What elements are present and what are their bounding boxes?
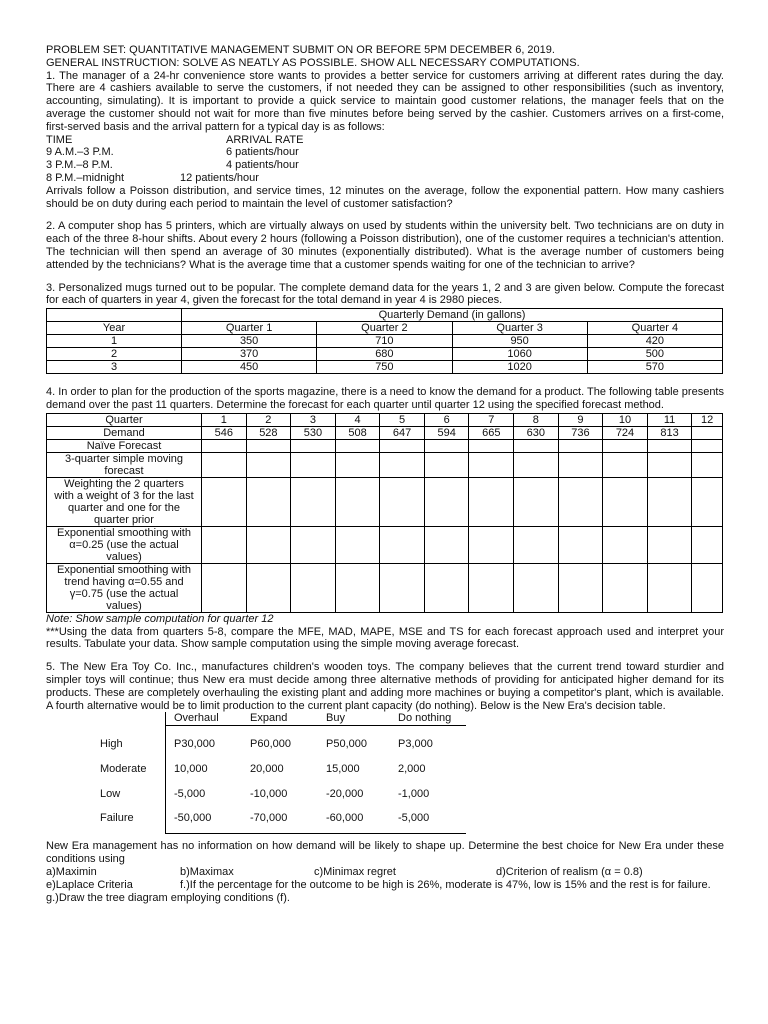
table-row — [47, 348, 723, 361]
table-row — [47, 526, 723, 563]
table-cell: 530 — [291, 426, 336, 439]
table-cell: 570 — [587, 361, 722, 374]
q5-options — [46, 866, 724, 904]
q5-col-overhaul: Overhaul — [174, 712, 219, 725]
table-cell: 508 — [335, 426, 380, 439]
table-row — [47, 413, 723, 426]
table-row — [47, 439, 723, 452]
table-cell: 813 — [647, 426, 692, 439]
table-cell: 680 — [317, 348, 452, 361]
table-cell: 2 — [47, 348, 182, 361]
q5-col-expand: Expand — [250, 712, 288, 725]
q4-method-label: 3-quarter simple moving forecast — [47, 452, 202, 477]
q1-rate: 4 patients/hour — [226, 159, 299, 172]
table-cell: 665 — [469, 426, 514, 439]
table-cell: 1060 — [452, 348, 587, 361]
header-line-2: GENERAL INSTRUCTION: SOLVE AS NEATLY AS POSSIBLE. SHOW ALL NECESSARY COMPUTATIONS. — [46, 56, 580, 69]
q1-rate: 6 patients/hour — [226, 146, 299, 159]
q4-method-label: Weighting the 2 quarters with a weight of 3 for the last quarter and one for the quarter prior — [47, 477, 202, 526]
table-cell: -60,000 — [326, 812, 364, 825]
table-cell: 11 — [647, 413, 692, 426]
table-cell: 647 — [380, 426, 425, 439]
q3-demand-table — [46, 308, 723, 374]
table-cell: 1 — [202, 413, 247, 426]
table-cell: 12 — [692, 413, 723, 426]
table-cell: -50,000 — [174, 812, 212, 825]
q1-arrival-header — [46, 134, 724, 147]
q1-time: 3 P.M.–8 P.M. — [46, 159, 113, 172]
table-cell: 15,000 — [326, 763, 360, 776]
q1-text: 1. The manager of a 24-hr convenience store wants to provides a better service for customers arriving at different rates during the day. There are 4 cashiers available to serve the customers, if not needed they can be assigned to other responsibilities (such as inventory, accounting, simulating). It is important to provide a quick service to maintain good customer relations, the manager feels that on the average the customer should not wait for more than five minutes before being served by the cashier. Customers arrives on a first-come, first-served basis and the arrival pattern for a typical day is as follows: — [46, 69, 724, 133]
q5-row-label: High — [100, 738, 123, 751]
table-cell: 2 — [246, 413, 291, 426]
q1-after: Arrivals follow a Poisson distribution, and service times, 12 minutes on the average, follow the exponential pattern. How many cashiers should be on duty during each period to maintain the level of customer satisfaction? — [46, 184, 724, 210]
table-cell: 3 — [47, 361, 182, 374]
table-header: Quarter 1 — [182, 322, 317, 335]
table-header: Year — [47, 322, 182, 335]
q1-time: 8 P.M.–midnight — [46, 171, 125, 184]
table-cell: 8 — [514, 413, 559, 426]
table-row — [47, 361, 723, 374]
table-header: Quarter 4 — [587, 322, 722, 335]
table-header: Quarter 2 — [317, 322, 452, 335]
q1-time: 9 A.M.–3 P.M. — [46, 146, 114, 159]
table-cell: 350 — [182, 335, 317, 348]
table-cell: 4 — [335, 413, 380, 426]
q5-option-g: g.)Draw the tree diagram employing conditions (f). — [46, 891, 290, 904]
table-cell: -1,000 — [398, 788, 430, 801]
table-cell: -20,000 — [326, 788, 364, 801]
table-cell: P50,000 — [326, 738, 367, 751]
table-cell: 594 — [424, 426, 469, 439]
q5-row-label: Low — [100, 788, 121, 801]
table-header: Quarter 3 — [452, 322, 587, 335]
table-row — [47, 477, 723, 526]
table-cell: 420 — [587, 335, 722, 348]
table-cell: 1020 — [452, 361, 587, 374]
table-cell: 10 — [603, 413, 648, 426]
table-cell: 20,000 — [250, 763, 284, 776]
q5-text: 5. The New Era Toy Co. Inc., manufactures children's wooden toys. The company believes that the current trend toward sturdier and simpler toys will continue; thus New era must decide among three alternative methods of providing for anticipated higher demand for its products. These are completely overhauling the existing plant and adding more machines or buying a competitor's plant, which is available. A fourth alternative would be to limit production to the current plant capacity (do nothing). Below is the New Era's decision table. — [46, 661, 724, 712]
q1-rate: 12 patients/hour — [180, 171, 259, 184]
table-cell: 710 — [317, 335, 452, 348]
table-cell: -5,000 — [398, 812, 430, 825]
q5-option-f: f.)If the percentage for the outcome to be high is 26%, moderate is 47%, low is 15% and the rest is for failure. — [180, 878, 711, 891]
table-cell: -10,000 — [250, 788, 288, 801]
q5-col-buy: Buy — [326, 712, 345, 725]
table-cell: 9 — [558, 413, 603, 426]
table-cell: 724 — [603, 426, 648, 439]
q5-row-label: Moderate — [100, 763, 147, 776]
table-cell: 736 — [558, 426, 603, 439]
q3-group-header: Quarterly Demand (in gallons) — [182, 309, 723, 322]
table-row — [47, 309, 723, 322]
q2-text: 2. A computer shop has 5 printers, which are virtually always on used by students within the university belt. Two technicians are on duty in each of the three 8-hour shifts. About every 2 hours (following a Poisson distribution), one of the customer requires a technician's attention. The technician will then spend an average of 30 minutes (exponentially distributed). What is the average number of customers being attended by the technicians? What is the average time that a customer spends waiting for one of the technician to arrive? — [46, 220, 724, 271]
table-cell: 500 — [587, 348, 722, 361]
table-cell: 6 — [424, 413, 469, 426]
table-cell: P3,000 — [398, 738, 433, 751]
table-cell: 750 — [317, 361, 452, 374]
table-row — [47, 452, 723, 477]
q4-method-label: Exponential smoothing with trend having α=0.55 and γ=0.75 (use the actual values) — [47, 563, 202, 612]
table-cell: -5,000 — [174, 788, 206, 801]
table-cell: 7 — [469, 413, 514, 426]
table-cell: 630 — [514, 426, 559, 439]
q1-arrival-row — [46, 172, 724, 185]
q4-forecast-table — [46, 413, 723, 613]
header-line-1: PROBLEM SET: QUANTITATIVE MANAGEMENT SUBMIT ON OR BEFORE 5PM DECEMBER 6, 2019. — [46, 44, 555, 56]
table-cell: 2,000 — [398, 763, 426, 776]
table-cell: P60,000 — [250, 738, 291, 751]
table-cell: P30,000 — [174, 738, 215, 751]
table-cell: 950 — [452, 335, 587, 348]
q5-col-do-nothing: Do nothing — [398, 712, 452, 725]
q4-method-label: Exponential smoothing with α=0.25 (use the actual values) — [47, 526, 202, 563]
table-row — [47, 335, 723, 348]
q4-text: 4. In order to plan for the production of the sports magazine, there is a need to know the demand for a product. The following table presents demand over the past 11 quarters. Determine the forecast for each quarter until quarter 12 using the specified forecast method. — [46, 386, 724, 411]
table-cell: 546 — [202, 426, 247, 439]
q5-row-label: Failure — [100, 812, 134, 825]
q5-after: New Era management has no information on how demand will be likely to shape up. Determine the best choice for New Era under these conditions using — [46, 840, 724, 866]
table-row — [47, 563, 723, 612]
table-row — [47, 426, 723, 439]
q5-option-a: a)Maximin — [46, 865, 97, 878]
q4-method-label: Naïve Forecast — [47, 439, 202, 452]
problem-set-page — [46, 44, 724, 904]
table-cell — [692, 426, 723, 439]
table-cell: -70,000 — [250, 812, 288, 825]
table-cell: 528 — [246, 426, 291, 439]
q1-col-rate: ARRIVAL RATE — [226, 133, 304, 146]
q5-decision-table — [46, 712, 724, 834]
table-cell: 5 — [380, 413, 425, 426]
q3-text: 3. Personalized mugs turned out to be popular. The complete demand data for the years 1, 2 and 3 are given below. Compute the forecast for each of quarters in year 4, given the forecast for the total demand in year 4 is 2980 pieces. — [46, 281, 724, 307]
q5-option-b: b)Maximax — [180, 865, 234, 878]
q4-quarter-label: Quarter — [47, 413, 202, 426]
q1-arrival-row — [46, 159, 724, 172]
q5-option-c: c)Minimax regret — [314, 865, 396, 878]
q5-option-d: d)Criterion of realism (α = 0.8) — [496, 865, 643, 878]
table-cell: 3 — [291, 413, 336, 426]
table-row — [47, 322, 723, 335]
table-cell: 1 — [47, 335, 182, 348]
q5-option-e: e)Laplace Criteria — [46, 878, 133, 891]
q4-demand-label: Demand — [47, 426, 202, 439]
q1-col-time: TIME — [46, 133, 73, 146]
q4-extra: ***Using the data from quarters 5-8, compare the MFE, MAD, MAPE, MSE and TS for each forecast approach used and interpret your results. Tabulate your data. Show sample computation using the simple moving average forecast. — [46, 625, 724, 651]
table-cell: 450 — [182, 361, 317, 374]
q4-note: Note: Show sample computation for quarter 12 — [46, 612, 274, 625]
table-cell: 370 — [182, 348, 317, 361]
q1-arrival-row — [46, 146, 724, 159]
table-cell: 10,000 — [174, 763, 208, 776]
